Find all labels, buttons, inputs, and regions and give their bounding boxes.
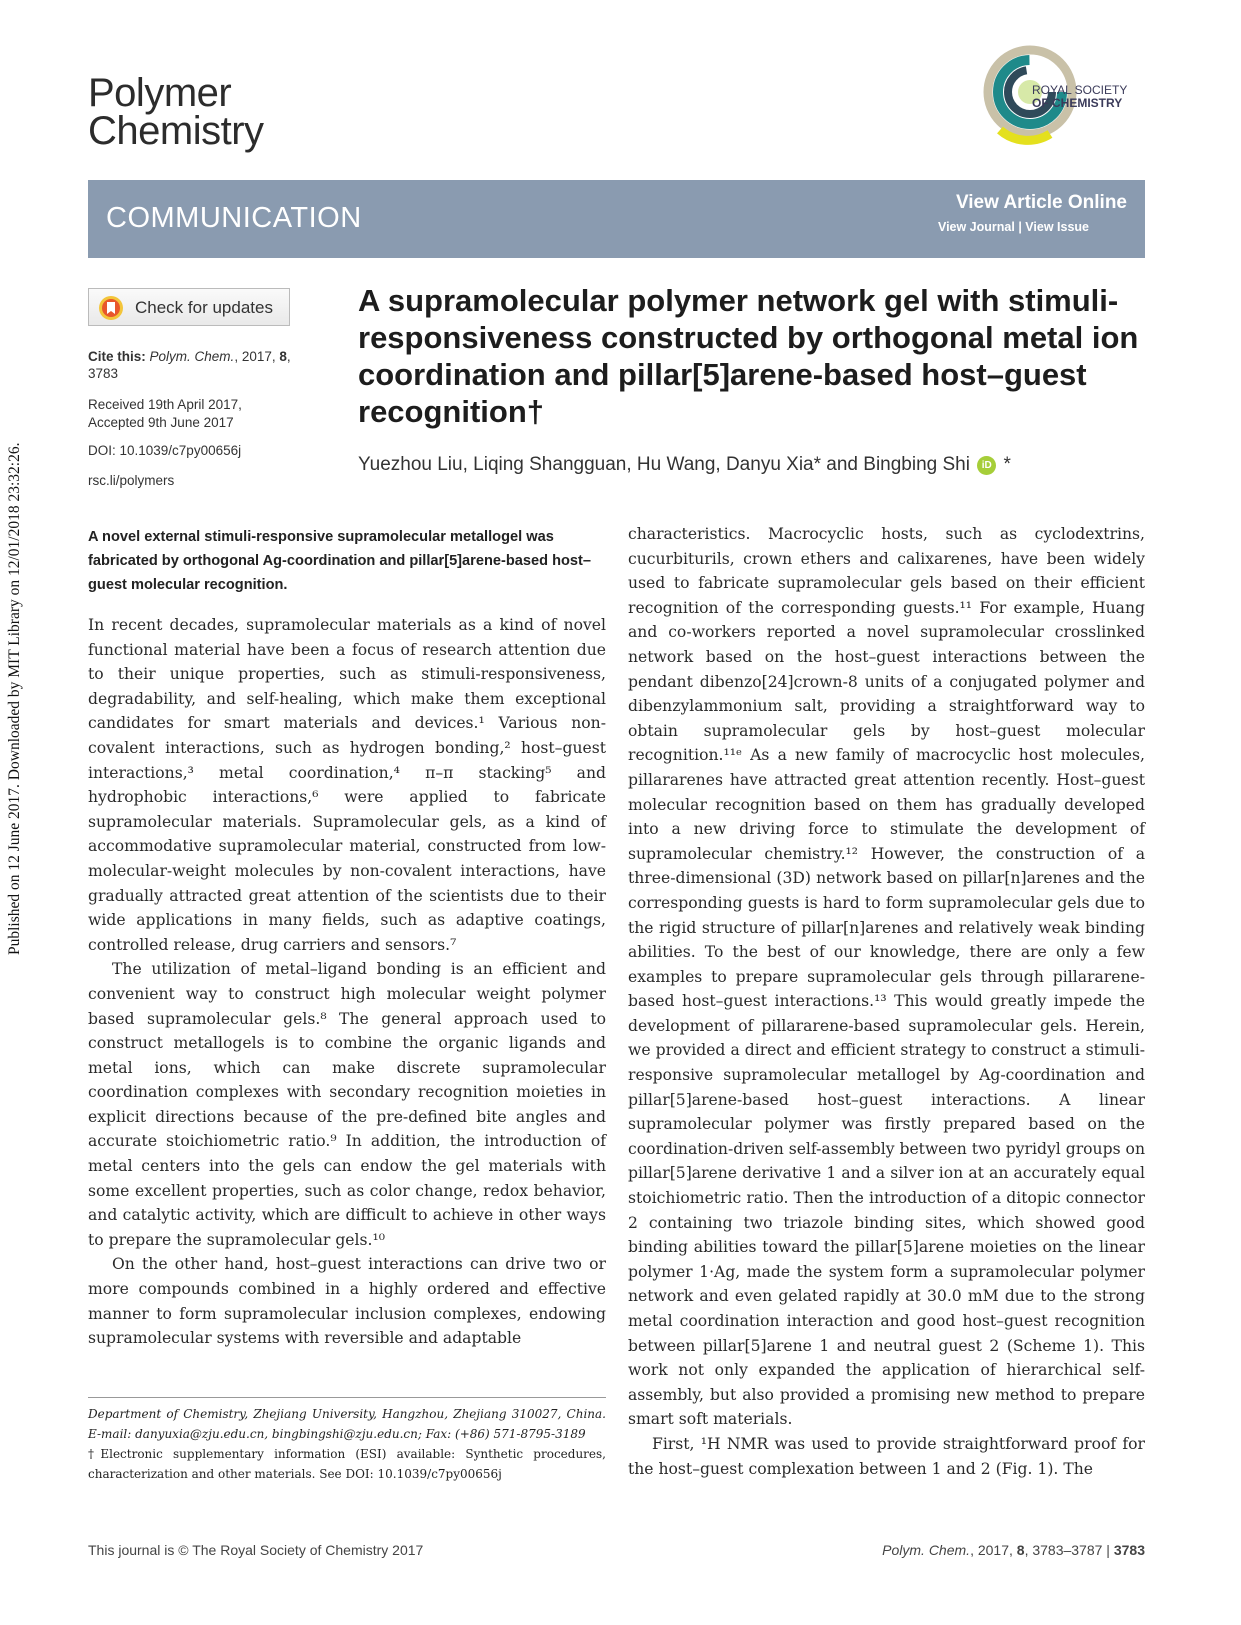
paragraph: characteristics. Macrocyclic hosts, such as cyclodextrins, cucurbiturils, crown ethers and calixarenes, have been widely used to fabricate supramolecular gels based on their efficient recognition of the corresponding guests.¹¹ For example, Huang and co-workers reported a novel supramolecular crosslinked network based on the host–guest interactions between the pendant dibenzo[24]crown-8 units of a conjugated polymer and dibenzylammonium salt, providing a straightforward way to obtain supramolecular gels by host–guest molecular recognition.¹¹ᵉ As a new family of macrocyclic host molecules, pillararenes have attracted great attention recently. Host–guest molecular recognition based on them has gradually developed into a new driving force to stimulate the development of supramolecular chemistry.¹² However, the construction of a three-dimensional (3D) network based on pillar[n]arenes and the corresponding guests is hard to form supramolecular gels due to the rigid structure of pillar[n]arenes and relatively weak binding abilities. To the best of our knowledge, there are only a few examples to prepare supramolecular gels through pillararene-based host–guest interactions.¹³ This would greatly impede the development of pillararene-based supramolecular gels. Herein, we provided a direct and efficient strategy to construct a stimuli-responsive supramolecular metallogel by Ag-coordination and pillar[5]arene-based host–guest interactions. A linear supramolecular polymer was firstly prepared based on the coordination-driven self-assembly between two pyridyl groups on pillar[5]arene derivative 1 and a silver ion at an accurately equal stoichiometric ratio. Then the introduction of a ditopic connector 2 containing two triazole binding sites, which showed good binding abilities toward the pillar[5]arene moieties on the linear polymer 1·Ag, made the system form a supramolecular polymer network and even gelated rapidly at 30.0 mM due to the strong metal coordination interaction and good host–guest recognition between pillar[5]arene 1 and neutral guest 2 (Scheme 1). This work not only expanded the application of hierarchical self-assembly, but also provided a promising new method to prepare smart soft materials. <box>628 525 1145 1429</box>
footer-citation <box>882 1542 1145 1558</box>
check-updates-label: Check for updates <box>135 298 273 317</box>
esi-note: †Electronic supplementary information (ESI) available: Synthetic procedures, characterization and other materials. See DOI: 10.1039/c7py00656j <box>88 1447 606 1481</box>
view-issue-link[interactable]: View Issue <box>1025 220 1089 234</box>
view-links <box>938 220 1089 234</box>
footer-separator: | <box>1102 1542 1114 1558</box>
download-notice: Published on 12 June 2017. Downloaded by MIT Library on 12/01/2018 23:32:26. <box>6 442 23 955</box>
article-type-banner <box>88 180 1145 258</box>
paragraph: In recent decades, supramolecular materials as a kind of novel functional material have been a focus of research attention due to their unique properties, such as stimuli-responsiveness, degradability, and self-healing, which make them exceptional candidates for smart materials and devices.¹ Various non-covalent interactions, such as hydrogen bonding,² host–guest interactions,³ metal coordination,⁴ π–π stacking⁵ and hydrophobic interactions,⁶ were applied to fabricate supramolecular materials. Supramolecular gels, as a kind of accommodative supramolecular material, constructed from low-molecular-weight molecules by non-covalent interactions, have gradually attracted great attention of the scientists due to their wide applications in many fields, such as adaptive coatings, controlled release, drug carriers and sensors.⁷ <box>88 616 606 954</box>
cite-volume: 8 <box>279 349 287 364</box>
view-links-separator: | <box>1014 220 1026 234</box>
footnotes <box>88 1404 606 1484</box>
affiliation-note: Department of Chemistry, Zhejiang University, Hangzhou, Zhejiang 310027, China. E-mail: danyuxia@zju.edu.cn, bingbingshi@zju.edu.cn; Fax: (+86) 571-8795-3189 <box>88 1407 606 1441</box>
view-journal-link[interactable]: View Journal <box>937 220 1015 234</box>
footnote-divider <box>88 1397 606 1398</box>
received-date: Received 19th April 2017, <box>88 397 242 412</box>
abstract: A novel external stimuli-responsive supramolecular metallogel was fabricated by orthogonal Ag-coordination and pillar[5]arene-based host–guest molecular recognition. <box>88 529 591 593</box>
author-names: Yuezhou Liu, Liqing Shangguan, Hu Wang, Danyu Xia* and Bingbing Shi <box>358 454 970 475</box>
paragraph: On the other hand, host–guest interactions can drive two or more compounds combined in a highly ordered and effective manner to form supramolecular inclusion complexes, endowing supramolecular systems with reversible and adaptable <box>88 1255 606 1348</box>
author-list <box>358 454 1011 476</box>
footer-year: , 2017, <box>970 1542 1017 1558</box>
cite-label: Cite this: <box>88 349 146 364</box>
rsc-logo-text-2: OF CHEMISTRY <box>1032 96 1123 110</box>
cite-year: , 2017, <box>234 349 280 364</box>
article-type: COMMUNICATION <box>106 202 362 234</box>
footer-pages: , 3783–3787 <box>1024 1542 1103 1558</box>
cite-journal: Polym. Chem. <box>149 349 235 364</box>
journal-url[interactable]: rsc.li/polymers <box>88 473 175 488</box>
paragraph: The utilization of metal–ligand bonding is an efficient and convenient way to construct high molecular weight polymer based supramolecular gels.⁸ The general approach used to construct metallogels is to combine the organic ligands and metal ions, which can make discrete supramolecular coordination complexes with secondary recognition moieties in explicit directions because of the pre-defined bite angles and accurate stoichiometric ratio.⁹ In addition, the introduction of metal centers into the gels can endow the gel materials with some excellent properties, such as color change, redox behavior, and catalytic activity, which are difficult to achieve in other ways to prepare the supramolecular gels.¹⁰ <box>88 960 606 1249</box>
view-article-online-link[interactable]: View Article Online <box>955 192 1127 213</box>
footer-copyright: This journal is © The Royal Society of Chemistry 2017 <box>88 1542 424 1558</box>
page-number: 3783 <box>1113 1542 1145 1558</box>
rsc-logo <box>980 40 1150 150</box>
accepted-date: Accepted 9th June 2017 <box>88 415 234 430</box>
corresponding-star: * <box>998 454 1011 475</box>
paragraph: First, ¹H NMR was used to provide straightforward proof for the host–guest complexation between 1 and 2 (Fig. 1). The <box>628 1434 1145 1478</box>
doi[interactable]: DOI: 10.1039/c7py00656j <box>88 443 242 458</box>
journal-name-line1: Polymer <box>88 71 232 115</box>
orcid-icon[interactable]: iD <box>977 456 996 475</box>
footer-journal: Polym. Chem. <box>882 1542 971 1558</box>
body-column-right <box>628 522 1145 1481</box>
journal-name-line2: Chemistry <box>88 109 264 153</box>
cite-this <box>88 348 318 382</box>
check-updates-icon <box>97 294 125 322</box>
article-title: A supramolecular polymer network gel with stimuli-responsiveness constructed by orthogonal metal ion coordination and pillar[5]arene-based host–guest recognition† <box>358 283 1139 429</box>
journal-name <box>88 71 264 153</box>
cite-pages: , 3783 <box>88 349 291 381</box>
body-column-left <box>88 613 606 1351</box>
footer-volume: 8 <box>1016 1542 1025 1558</box>
rsc-logo-text-1: ROYAL SOCIETY <box>1032 83 1128 97</box>
check-for-updates-button[interactable] <box>88 288 290 326</box>
